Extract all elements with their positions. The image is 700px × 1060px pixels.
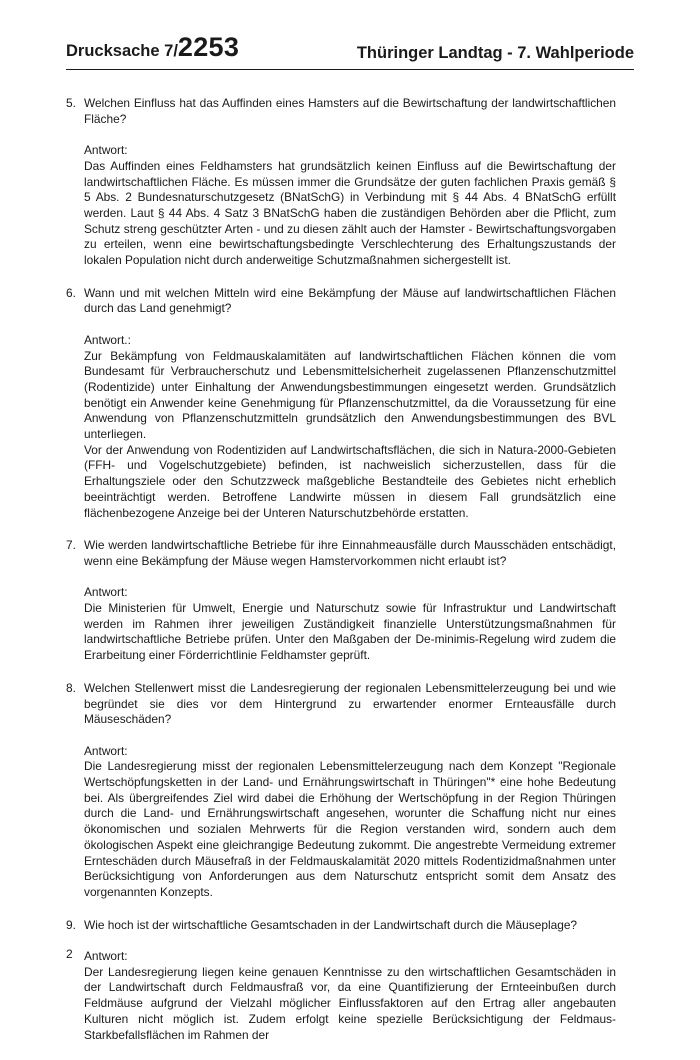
- answer-paragraph: Die Landesregierung misst der regionalen Lebensmittelerzeugung nach dem Konzept "Regionale Wertschöpfungsketten in der Land- und Ernährungswirtschaft in Thüringen"* eine hohe Bedeutung bei. Als übergreifendes Ziel wird dabei die Erhöhung der Wertschöpfung in der Region Thüringen durch die Land- und Ernährungswirtschaft angesehen, worunter die Schaffung nicht nur eines ökonomischen und sozialen Mehrwerts für die Region verstanden wird, sondern auch dem ökologischen Aspekt eine gleichrangige Bedeutung zukommt. Die angestrebte Vermeidung extremer Ernteschäden durch Mäusefraß in der Feldmauskalamität 2020 mittels Rodentizidmaßnahmen unter Berücksichtigung von Anforderungen aus dem Naturschutz entspricht somit dem Ansatz des vorgenannten Konzepts.: [84, 759, 616, 899]
- answer-label: Antwort:: [84, 143, 128, 158]
- question-item: [66, 681, 616, 901]
- question-item: [66, 918, 616, 1044]
- question-number: 9.: [66, 917, 76, 932]
- question-number: 7.: [66, 538, 76, 553]
- question-number: 6.: [66, 285, 76, 300]
- answer-paragraph: Der Landesregierung liegen keine genauen Kenntnisse zu den wirtschaftlichen Gesamtschäden in der Landwirtschaft durch Feldmausfraß vor, da eine Quantifizierung der Ernteeinbußen durch Feldmäuse aufgrund der Vielzahl möglicher Einflussfaktoren auf den Ertrag aller angebauten Kulturen nicht möglich ist. Zudem erfolgt keine spezielle Berücksichtigung der Feldmaus-Starkbefallsflächen im Rahmen der: [84, 964, 616, 1042]
- question-text: Wann und mit welchen Mitteln wird eine Bekämpfung der Mäuse auf landwirtschaftlichen Flächen durch das Land genehmigt?: [84, 285, 616, 316]
- question-text: Welchen Stellenwert misst die Landesregierung der regionalen Lebensmittelerzeugung bei und wie begründet sie dies vor dem Hintergrund zu erwartender enormer Ernteausfälle durch Mäuseschäden?: [84, 680, 616, 727]
- document-body: [66, 96, 616, 1060]
- question-text: Welchen Einfluss hat das Auffinden eines Hamsters auf die Bewirtschaftung der landwirtschaftlichen Fläche?: [84, 96, 616, 126]
- question-number: 5.: [66, 96, 76, 110]
- question-item: [66, 96, 616, 269]
- answer-label: Antwort:: [84, 949, 128, 964]
- question-text: Wie hoch ist der wirtschaftliche Gesamtschaden in der Landwirtschaft durch die Mäuseplage?: [84, 917, 578, 932]
- parliament-title: Thüringer Landtag - 7. Wahlperiode: [356, 44, 634, 62]
- answer-paragraph: Zur Bekämpfung von Feldmauskalamitäten auf landwirtschaftlichen Flächen können die vom Bundesamt für Verbraucherschutz und Lebensmittelsicherheit zugelassenen Pflanzenschutzmittel (Rodentizide) unter Einhaltung der Anwendungsbestimmungen eingesetzt werden. Grundsätzlich benötigt ein Anwender keine Genehmigung für Pflanzenschutzmittel, da die Voraussetzung für eine Anwendung von Pflanzenschutzmitteln grundsätzlich den Anwendungsbestimmungen des BVL unterliegen.: [84, 348, 616, 442]
- answer-label: Antwort:: [84, 585, 128, 600]
- document-number: [66, 32, 239, 63]
- answer-paragraph: Vor der Anwendung von Rodentiziden auf Landwirtschaftsflächen, die sich in Natura-2000-Gebieten (FFH- und Vogelschutzgebiete) befinden, ist nachweislich sicherzustellen, dass für die Erhaltungsziele oder den Schutzzweck maßgebliche Bestandteile des Gebietes nicht erheblich beeinträchtigt werden. Betroffene Landwirte müssen in diesem Fall grundsätzlich eine flächenbezogene Anzeige bei der Unteren Naturschutzbehörde erstatten.: [84, 442, 616, 520]
- question-number: 8.: [66, 680, 76, 695]
- question-item: [66, 286, 616, 522]
- document-prefix: Drucksache 7/: [66, 42, 178, 60]
- question-text: Wie werden landwirtschaftliche Betriebe für ihre Einnahmeausfälle durch Mausschäden entschädigt, wenn eine Bekämpfung der Mäuse wegen Hamstervorkommen nicht erlaubt ist?: [84, 538, 616, 568]
- answer-paragraph: Die Ministerien für Umwelt, Energie und Naturschutz sowie für Infrastruktur und Landwirtschaft werden im Rahmen ihrer jeweiligen Zuständigkeit finanzielle Unterstützungsmaßnahmen für landwirtschaftliche Betriebe prüfen. Unter den Maßgaben der De-minimis-Regelung wird zudem die Erarbeitung einer Förderrichtlinie Feldhamster geprüft.: [84, 601, 616, 663]
- answer-label: Antwort.:: [84, 332, 131, 347]
- page-header: [66, 34, 634, 68]
- answer-label: Antwort:: [84, 743, 128, 758]
- question-item: [66, 538, 616, 664]
- answer-paragraph: Das Auffinden eines Feldhamsters hat grundsätzlich keinen Einfluss auf die Bewirtschaftung der landwirtschaftlichen Fläche. Es müssen immer die Grundsätze der guten fachlichen Praxis gemäß § 5 Abs. 2 Bundesnaturschutzgesetz (BNatSchG) in Verbindung mit § 44 Abs. 4 BNatSchG erfüllt werden. Laut § 44 Abs. 4 Satz 3 BNatSchG haben die zuständigen Behörden aber die Pflicht, zum Schutz streng geschützter Arten - und zu diesen zählt auch der Hamster - Bewirtschaftungsvorgaben zu erteilen, wenn eine bewirtschaftungsbedingte Verschlechterung des Erhaltungszustands der lokalen Population nicht durch anderweitige Schutzmaßnahmen sichergestellt ist.: [84, 158, 616, 268]
- page-number: 2: [66, 947, 73, 961]
- header-divider: [66, 69, 634, 70]
- document-number-value: 2253: [177, 32, 240, 62]
